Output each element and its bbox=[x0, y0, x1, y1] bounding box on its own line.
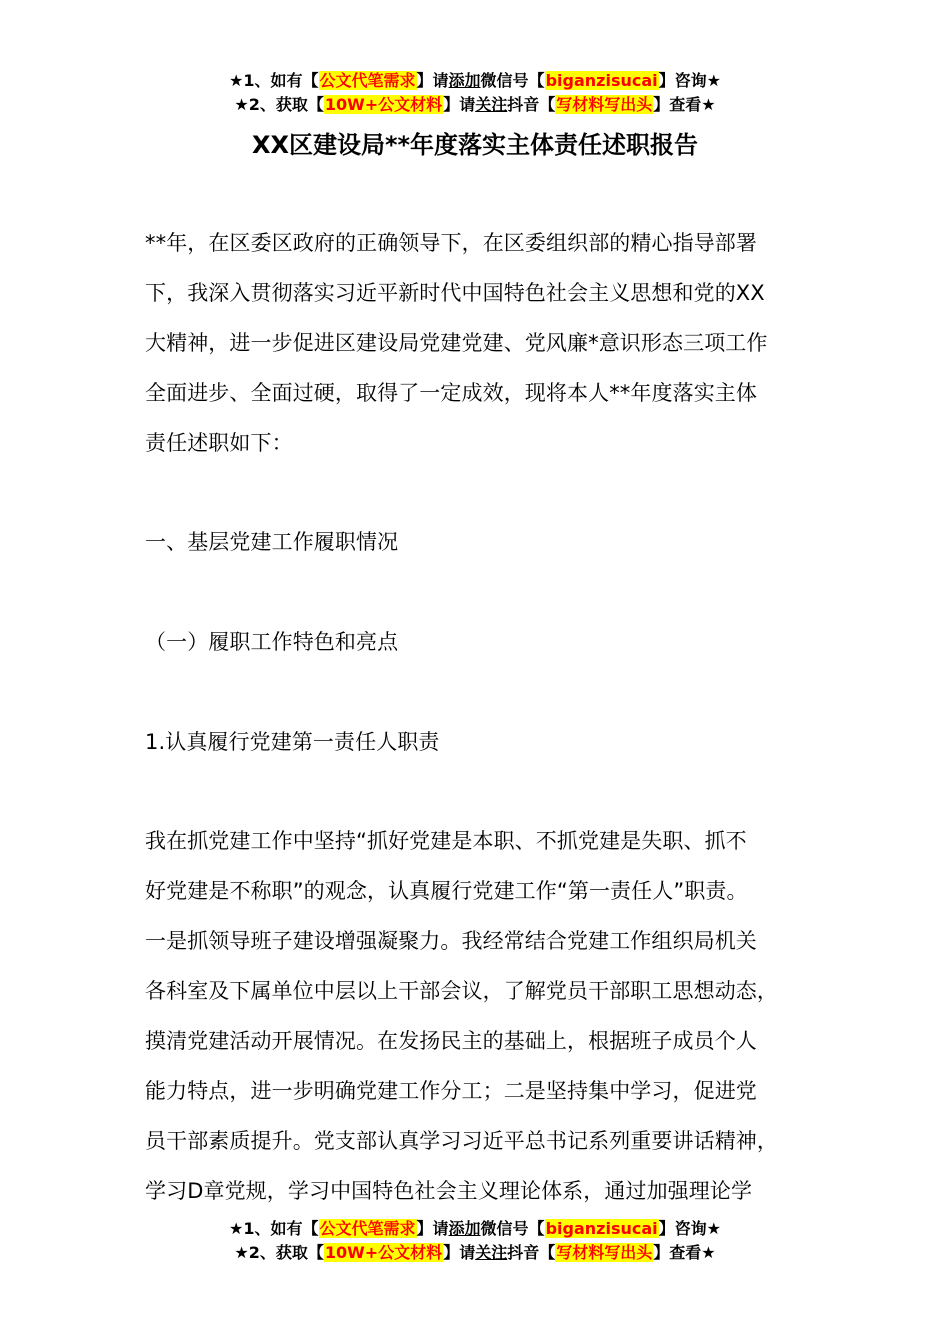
banner-text: 】咨询★ bbox=[658, 71, 721, 90]
subsection-heading-text: （一）履职工作特色和亮点 bbox=[145, 630, 399, 654]
banner-text: ★2、获取【 bbox=[234, 95, 324, 114]
banner-text: 微信号【 bbox=[480, 71, 545, 90]
document-title: XX区建设局**年度落实主体责任述职报告 bbox=[251, 131, 699, 159]
banner-text: 】请 bbox=[416, 71, 449, 90]
item-heading bbox=[145, 717, 835, 767]
banner-line-2 bbox=[0, 93, 950, 117]
paragraph-line: **年，在区委区政府的正确领导下，在区委组织部的精心指导部署 bbox=[145, 231, 757, 255]
section-heading bbox=[145, 517, 835, 567]
footer-banner bbox=[0, 1217, 950, 1265]
banner-text: 】请 bbox=[443, 1243, 476, 1262]
banner-highlight: 10W+公文材料 bbox=[324, 95, 443, 114]
banner-underlined: 添加 bbox=[448, 1219, 481, 1238]
banner-wechat-id: biganzisucai bbox=[545, 71, 658, 90]
banner-text: 】查看★ bbox=[653, 1243, 716, 1262]
paragraph-line: 学习D章党规，学习中国特色社会主义理论体系，通过加强理论学 bbox=[145, 1179, 753, 1203]
intro-paragraph bbox=[145, 218, 835, 468]
item-heading-text: 1.认真履行党建第一责任人职责 bbox=[145, 730, 440, 754]
banner-line-2 bbox=[0, 1241, 950, 1265]
banner-douyin-id: 写材料写出头 bbox=[556, 1243, 653, 1262]
banner-line-1 bbox=[0, 1217, 950, 1241]
paragraph-line: 各科室及下属单位中层以上干部会议，了解党员干部职工思想动态， bbox=[145, 979, 778, 1003]
banner-text: 微信号【 bbox=[480, 1219, 545, 1238]
banner-underlined: 关注 bbox=[475, 1243, 508, 1262]
paragraph-line: 全面进步、全面过硬，取得了一定成效，现将本人**年度落实主体 bbox=[145, 381, 757, 405]
banner-text: ★1、如有【 bbox=[229, 71, 319, 90]
banner-highlight: 10W+公文材料 bbox=[324, 1243, 443, 1262]
paragraph-line: 我在抓党建工作中坚持“抓好党建是本职、不抓党建是失职、抓不 bbox=[145, 829, 747, 853]
banner-highlight: 公文代笔需求 bbox=[319, 71, 416, 90]
banner-text: 】请 bbox=[416, 1219, 449, 1238]
banner-douyin-id: 写材料写出头 bbox=[556, 95, 653, 114]
header-banner bbox=[0, 69, 950, 117]
banner-line-1 bbox=[0, 69, 950, 93]
paragraph-line: 好党建是不称职”的观念，认真履行党建工作“第一责任人”职责。 bbox=[145, 879, 748, 903]
subsection-heading bbox=[145, 617, 835, 667]
banner-text: 抖音【 bbox=[507, 95, 556, 114]
paragraph-line: 摸清党建活动开展情况。在发扬民主的基础上，根据班子成员个人 bbox=[145, 1029, 757, 1053]
banner-text: 】请 bbox=[443, 95, 476, 114]
banner-wechat-id: biganzisucai bbox=[545, 1219, 658, 1238]
banner-highlight: 公文代笔需求 bbox=[319, 1219, 416, 1238]
banner-text: ★2、获取【 bbox=[234, 1243, 324, 1262]
paragraph-line: 能力特点，进一步明确党建工作分工；二是坚持集中学习，促进党 bbox=[145, 1079, 757, 1103]
paragraph-line: 员干部素质提升。党支部认真学习习近平总书记系列重要讲话精神， bbox=[145, 1129, 778, 1153]
paragraph-line: 大精神，进一步促进区建设局党建党建、党风廉*意识形态三项工作 bbox=[145, 331, 768, 355]
paragraph-line: 下，我深入贯彻落实习近平新时代中国特色社会主义思想和党的XX bbox=[145, 281, 765, 305]
banner-text: ★1、如有【 bbox=[229, 1219, 319, 1238]
banner-text: 】咨询★ bbox=[658, 1219, 721, 1238]
banner-text: 抖音【 bbox=[507, 1243, 556, 1262]
section-heading-text: 一、基层党建工作履职情况 bbox=[145, 530, 399, 554]
banner-underlined: 关注 bbox=[475, 95, 508, 114]
banner-underlined: 添加 bbox=[448, 71, 481, 90]
paragraph-line: 责任述职如下： bbox=[145, 431, 293, 455]
paragraph-line: 一是抓领导班子建设增强凝聚力。我经常结合党建工作组织局机关 bbox=[145, 929, 757, 953]
item-paragraph bbox=[145, 816, 835, 1216]
banner-text: 】查看★ bbox=[653, 95, 716, 114]
